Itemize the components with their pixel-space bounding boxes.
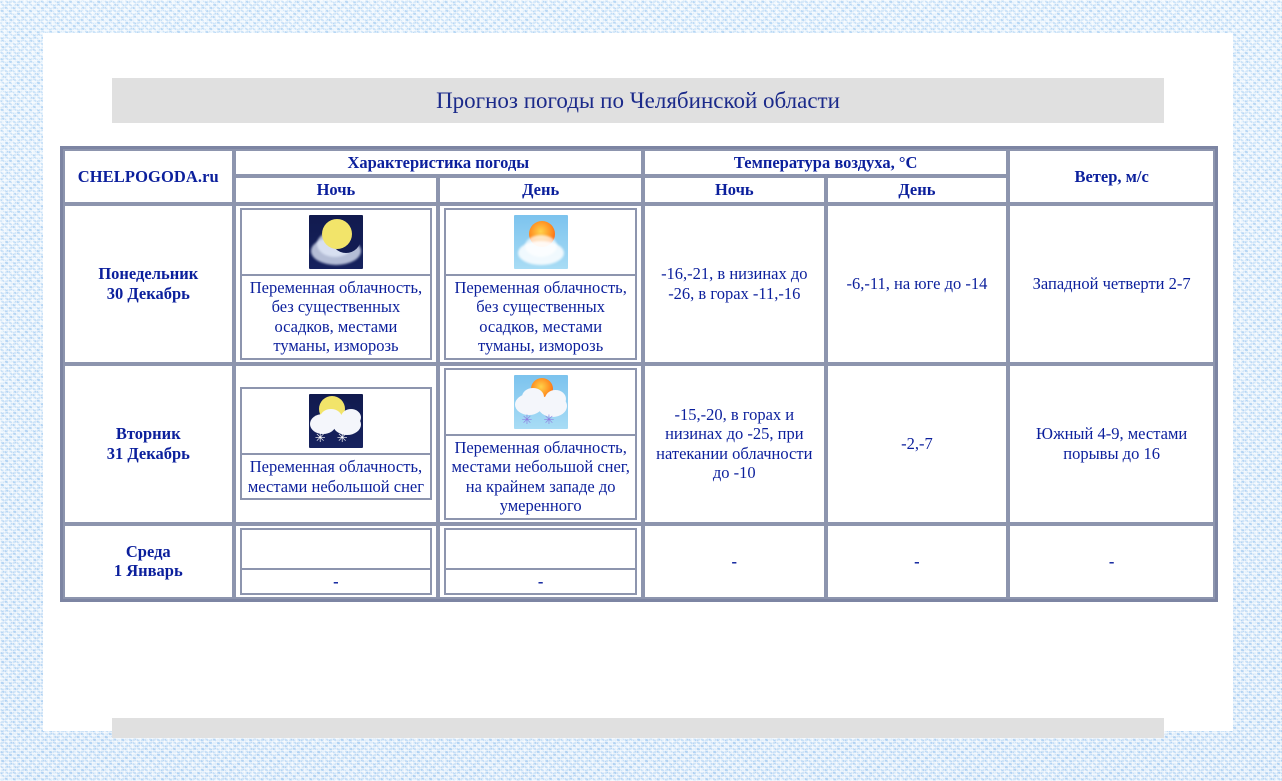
- conditions-night-cell: [234, 364, 439, 524]
- temperature-night-cell: -15,-20, в горах и низинах до -25, при натекании облачности до -10: [643, 364, 826, 524]
- weather-icon-cell-night: [241, 388, 432, 454]
- moon-clear-icon: [309, 215, 363, 269]
- subheader-temperature-day: День: [826, 176, 1009, 203]
- table-row: [63, 364, 1215, 524]
- brand-cell: CHELPOGODA.ru: [63, 149, 234, 204]
- conditions-night-stack: [240, 528, 433, 595]
- weather-icon-cell-day: [445, 209, 636, 275]
- temperature-day-cell: -6,-11, на юге до -14: [826, 204, 1009, 364]
- page-title-bar: [112, 78, 1164, 123]
- subheader-conditions-night: Ночь: [234, 176, 439, 203]
- snowflake-icon: ✳: [314, 431, 326, 447]
- day-date-label: 1 Январь: [113, 561, 183, 581]
- subheader-temperature-night: Ночь: [643, 176, 826, 203]
- weather-icon-cell-day: [445, 529, 636, 569]
- sun-cloud-snow-icon: [514, 375, 568, 429]
- wind-cell: -: [1008, 524, 1215, 599]
- weather-icon-cell-night: [241, 529, 432, 569]
- table-row: [63, 524, 1215, 599]
- sun-clear-icon: [514, 215, 568, 269]
- temperature-day-cell: -: [826, 524, 1009, 599]
- day-name-label: Среда: [125, 541, 171, 561]
- wind-cell: Западной четверти 2-7: [1008, 204, 1215, 364]
- day-cell: [63, 524, 234, 599]
- conditions-night-stack: [240, 387, 433, 500]
- day-cell: [63, 364, 234, 524]
- temperature-day-cell: -2,-7: [826, 364, 1009, 524]
- temperature-night-cell: -: [643, 524, 826, 599]
- conditions-day-cell: [438, 524, 643, 599]
- wind-cell: Южный 4-9, местами порывы до 16: [1008, 364, 1215, 524]
- conditions-day-text: -: [445, 569, 636, 594]
- table-header-row-top: [63, 149, 1215, 176]
- conditions-day-stack: [444, 208, 637, 360]
- temperature-night-cell: -16,-21, в низинах до -26, в горах -11,-16: [643, 204, 826, 364]
- moon-cloud-snow-icon: [309, 394, 363, 448]
- snowflake-icon: ✳: [336, 431, 348, 447]
- conditions-day-cell: [438, 364, 643, 524]
- snowflake-icon: ✳: [521, 412, 533, 428]
- conditions-night-cell: [234, 524, 439, 599]
- weather-forecast-table: [60, 146, 1218, 602]
- moon-shape: [322, 219, 352, 249]
- conditions-day-stack: [444, 368, 637, 520]
- weather-icon-cell-night: [241, 209, 432, 275]
- subheader-conditions-day: День: [438, 176, 643, 203]
- day-name-label: Вторник: [115, 424, 181, 444]
- conditions-day-cell: [438, 204, 643, 364]
- page-sheet: [43, 33, 1233, 731]
- footer-bar: [112, 718, 1164, 738]
- day-cell: [63, 204, 234, 364]
- day-name-label: Понедельник: [98, 264, 199, 284]
- group-header-temperature: Температура воздуха, °C: [643, 149, 1008, 176]
- group-header-wind: Ветер, м/с: [1008, 149, 1215, 204]
- conditions-day-text: Переменная облачность, без существенных осадков, местами туманы, изморозь: [445, 275, 636, 359]
- conditions-day-stack: [444, 528, 637, 595]
- group-header-conditions: Характеристика погоды: [234, 149, 643, 176]
- snowflake-icon: ✳: [543, 412, 555, 428]
- conditions-night-text: Переменная облачность, местами небольшой снег: [241, 454, 432, 499]
- weather-icon-cell-day: [445, 369, 636, 435]
- conditions-night-cell: [234, 204, 439, 364]
- conditions-night-text: -: [241, 569, 432, 594]
- table-row: [63, 204, 1215, 364]
- day-date-label: 30 Декабрь: [106, 283, 190, 303]
- page-title: Прогноз погоды по Челябинской области: [436, 87, 840, 113]
- conditions-night-text: Переменная облачность, без существенных осадков, местами туманы, изморозь: [241, 275, 432, 359]
- day-date-label: 31 Декабрь: [106, 443, 190, 463]
- conditions-night-stack: [240, 208, 433, 360]
- conditions-day-text: Переменная облачность, местами небольшой снег, на крайнем западе до умеренного: [445, 435, 636, 519]
